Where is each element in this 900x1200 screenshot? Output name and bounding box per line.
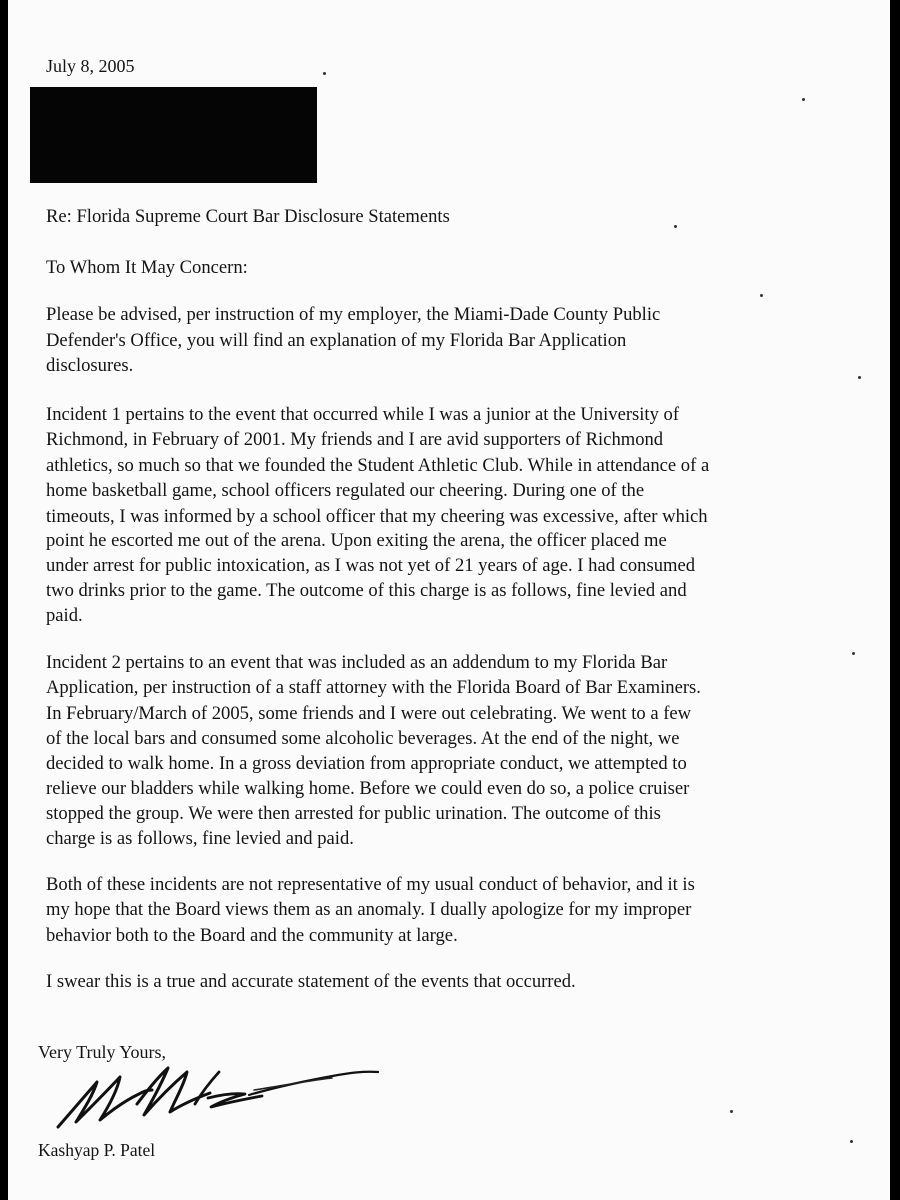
paragraph-2-line: two drinks prior to the game. The outcome of this charge is as follows, fine levied and xyxy=(46,580,687,601)
salutation: To Whom It May Concern: xyxy=(46,257,248,278)
paragraph-1-line: Please be advised, per instruction of my employer, the Miami-Dade County Public xyxy=(46,304,661,325)
signer-name: Kashyap P. Patel xyxy=(38,1140,156,1160)
paragraph-2-line: timeouts, I was informed by a school officer that my cheering was excessive, after which xyxy=(46,506,708,527)
paragraph-3-line: charge is as follows, fine levied and paid. xyxy=(46,828,354,849)
scan-speck xyxy=(760,294,763,297)
paragraph-3-line: Incident 2 pertains to an event that was included as an addendum to my Florida Bar xyxy=(46,652,668,673)
paragraph-2-line: Incident 1 pertains to the event that occurred while I was a junior at the University of xyxy=(46,404,680,425)
scan-speck xyxy=(858,376,861,379)
paragraph-3-line: stopped the group. We were then arrested for public urination. The outcome of this xyxy=(46,803,661,824)
letter-date: July 8, 2005 xyxy=(46,56,135,76)
paragraph-3-line: relieve our bladders while walking home. Before we could even do so, a police cruiser xyxy=(46,778,690,799)
letter-page xyxy=(8,0,890,1200)
paragraph-2-line: Richmond, in February of 2001. My friends and I are avid supporters of Richmond xyxy=(46,429,664,450)
paragraph-4-line: my hope that the Board views them as an anomaly. I dually apologize for my improper xyxy=(46,899,692,920)
paragraph-1-line: disclosures. xyxy=(46,355,134,376)
closing: Very Truly Yours, xyxy=(38,1042,167,1062)
scan-speck xyxy=(802,98,805,101)
paragraph-2-line: home basketball game, school officers regulated our cheering. During one of the xyxy=(46,480,645,501)
paragraph-3-line: Application, per instruction of a staff attorney with the Florida Board of Bar Examiners. xyxy=(46,677,701,698)
signature xyxy=(36,1060,381,1135)
paragraph-2-line: under arrest for public intoxication, as I was not yet of 21 years of age. I had consumed xyxy=(46,555,696,576)
paragraph-3-line: decided to walk home. In a gross deviation from appropriate conduct, we attempted to xyxy=(46,753,687,774)
paragraph-4-line: behavior both to the Board and the community at large. xyxy=(46,925,458,946)
scan-speck xyxy=(850,1140,853,1143)
subject-line: Re: Florida Supreme Court Bar Disclosure Statements xyxy=(46,206,450,227)
paragraph-2-line: point he escorted me out of the arena. Upon exiting the arena, the officer placed me xyxy=(46,530,667,551)
redaction-block xyxy=(30,87,317,183)
scan-speck xyxy=(852,652,855,655)
paragraph-4-line: Both of these incidents are not representative of my usual conduct of behavior, and it is xyxy=(46,874,695,895)
paragraph-3-line: of the local bars and consumed some alcoholic beverages. At the end of the night, we xyxy=(46,728,680,749)
paragraph-5-line: I swear this is a true and accurate statement of the events that occurred. xyxy=(46,971,576,992)
paragraph-2-line: paid. xyxy=(46,605,83,626)
paragraph-2-line: athletics, so much so that we founded the Student Athletic Club. While in attendance of a xyxy=(46,455,710,476)
paragraph-1-line: Defender's Office, you will find an explanation of my Florida Bar Application xyxy=(46,330,627,351)
scan-speck xyxy=(730,1110,733,1113)
scan-speck xyxy=(674,225,677,228)
scan-speck xyxy=(323,72,326,75)
paragraph-3-line: In February/March of 2005, some friends and I were out celebrating. We went to a few xyxy=(46,703,692,724)
